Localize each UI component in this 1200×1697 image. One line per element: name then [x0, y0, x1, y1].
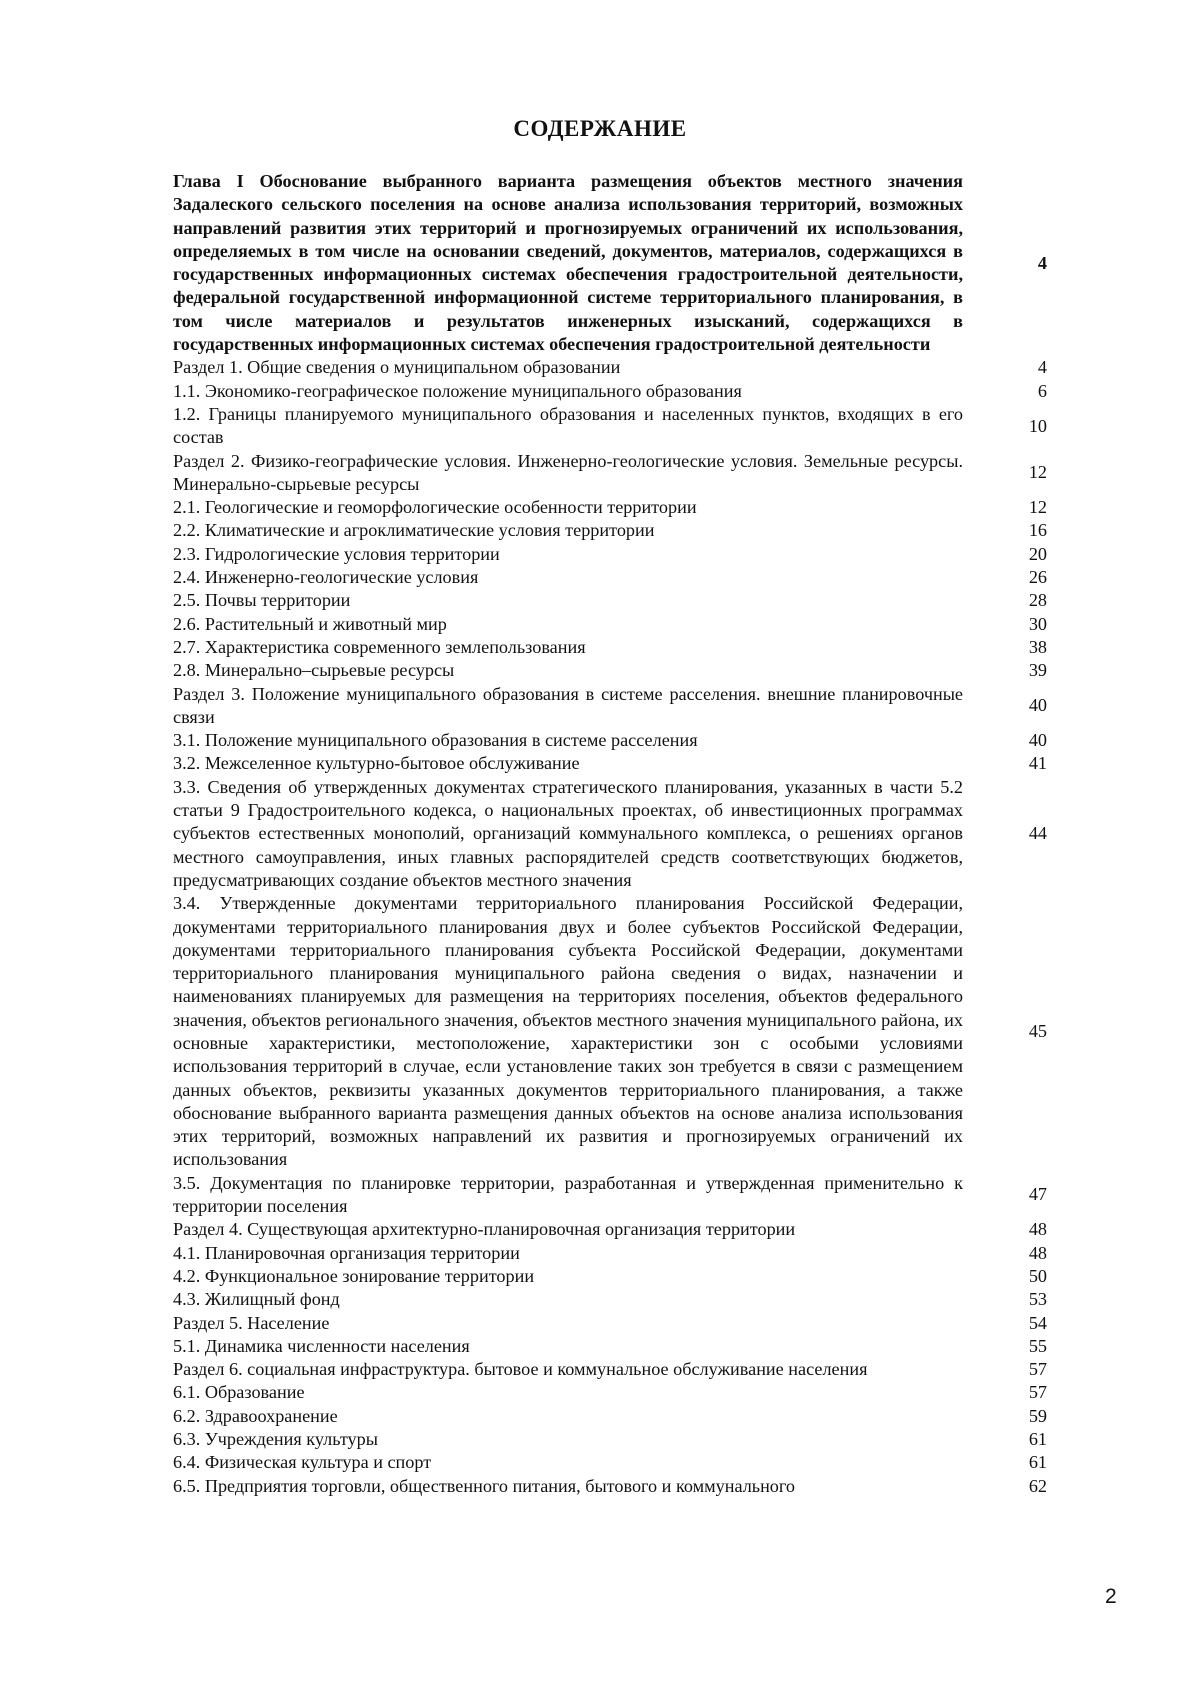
toc-entry-title: 2.3. Гидрологические условия территории: [173, 543, 500, 564]
toc-entry[interactable]: [173, 776, 1053, 892]
toc-entry-title: 2.7. Характеристика современного землепользования: [173, 636, 586, 657]
toc-entry[interactable]: [173, 1475, 1053, 1498]
toc-entry[interactable]: [173, 1172, 1053, 1219]
toc-entry[interactable]: [173, 1451, 1053, 1474]
toc-entry-title: 2.8. Минерально–сырьевые ресурсы: [173, 660, 455, 681]
toc-entry[interactable]: [173, 519, 1053, 542]
toc-entry-title: Раздел 1. Общие сведения о муниципальном образовании: [173, 357, 621, 378]
toc-entry-title: 6.3. Учреждения культуры: [173, 1429, 378, 1450]
table-of-contents: [173, 170, 1053, 1498]
toc-entry-title: 3.3. Сведения об утвержденных документах стратегического планирования, указанных в части 5.2 статьи 9 Градостроительного кодекса, о национальных проектах, об инвестиционных программах субъектов естественных монополий, организаций коммунального комплекса, о решениях органов местного самоуправления, иных главных распорядителей средств соответствующих бюджетов, предусматривающих создание объектов местного значения: [173, 776, 963, 890]
toc-entry-page: 62: [1028, 1475, 1047, 1496]
toc-entry-page: 30: [1028, 613, 1047, 634]
toc-entry-page: 39: [1028, 660, 1047, 681]
toc-entry[interactable]: [173, 636, 1053, 659]
toc-entry-title: 2.1. Геологические и геоморфологические особенности территории: [173, 497, 697, 518]
toc-entry[interactable]: [173, 356, 1053, 379]
toc-entry-page: 4: [1037, 357, 1047, 378]
toc-entry-title: 4.3. Жилищный фонд: [173, 1289, 340, 1310]
toc-entry-title: 3.4. Утвержденные документами территориального планирования Российской Федерации, документами территориального планирования двух и более субъектов Российской Федерации, документами территориального планирования субъекта Российской Федерации, документами территориального планирования муниципального района сведения о видах, назначении и наименованиях планируемых для размещения на территориях поселения, объектов федерального значения, объектов регионального значения, объектов местного значения муниципального района, их основные характеристики, местоположение, характеристики зон с особыми условиями использования территорий в случае, если установление таких зон требуется в связи с размещением данных объектов, реквизиты указанных документов территориального планирования, а также обоснование выбранного варианта размещения данных объектов на основе анализа использования этих территорий, возможных направлений их развития и прогнозируемых ограничений их использования: [173, 893, 963, 1170]
toc-entry-page: 26: [1028, 567, 1047, 588]
toc-entry-page: 54: [1028, 1312, 1047, 1333]
toc-entry-title: 4.1. Планировочная организация территории: [173, 1242, 520, 1263]
toc-entry-page: 57: [1028, 1359, 1047, 1380]
toc-entry-page: 20: [1028, 543, 1047, 564]
toc-entry-title: 3.2. Межселенное культурно-бытовое обслуживание: [173, 753, 580, 774]
toc-entry-page: 55: [1028, 1335, 1047, 1356]
toc-entry[interactable]: [173, 170, 1053, 356]
toc-entry[interactable]: [173, 1428, 1053, 1451]
toc-entry-title: Глава I Обоснование выбранного варианта размещения объектов местного значения Задалеского сельского поселения на основе анализа использования территорий, возможных направлений развития этих территорий и прогнозируемых ограничений их использования, определяемых в том числе на основании сведений, документов, материалов, содержащихся в государственных информационных системах обеспечения градостроительной деятельности, федеральной государственной информационной системе территориального планирования, в том числе материалов и результатов инженерных изысканий, содержащихся в государственных информационных системах обеспечения градостроительной деятельности: [173, 171, 963, 355]
toc-entry[interactable]: [173, 1288, 1053, 1311]
toc-entry-page: 61: [1028, 1452, 1047, 1473]
toc-entry[interactable]: [173, 729, 1053, 752]
toc-entry[interactable]: [173, 566, 1053, 589]
toc-entry[interactable]: [173, 1312, 1053, 1335]
toc-entry-title: Раздел 5. Население: [173, 1312, 330, 1333]
toc-entry-page: 45: [1028, 1021, 1047, 1042]
toc-entry-page: 4: [1037, 252, 1047, 273]
toc-entry-title: 6.2. Здравоохранение: [173, 1405, 338, 1426]
toc-entry[interactable]: [173, 752, 1053, 775]
toc-entry-page: 41: [1028, 753, 1047, 774]
toc-entry-page: 38: [1028, 636, 1047, 657]
toc-entry-page: 48: [1028, 1219, 1047, 1240]
toc-entry[interactable]: [173, 589, 1053, 612]
toc-entry-page: 40: [1028, 730, 1047, 751]
toc-entry-page: 53: [1028, 1289, 1047, 1310]
toc-entry-title: 2.4. Инженерно-геологические условия: [173, 567, 479, 588]
toc-entry-page: 40: [1028, 695, 1047, 716]
toc-entry-page: 59: [1028, 1405, 1047, 1426]
toc-entry-title: Раздел 6. социальная инфраструктура. бытовое и коммунальное обслуживание населения: [173, 1359, 868, 1380]
toc-entry[interactable]: [173, 613, 1053, 636]
toc-entry-page: 47: [1028, 1184, 1047, 1205]
toc-entry[interactable]: [173, 450, 1053, 497]
toc-entry-title: 2.2. Климатические и агроклиматические условия территории: [173, 520, 655, 541]
toc-entry-page: 10: [1028, 415, 1047, 436]
toc-entry[interactable]: [173, 380, 1053, 403]
toc-entry-page: 12: [1028, 497, 1047, 518]
toc-entry-title: Раздел 3. Положение муниципального образования в системе расселения. внешние планировочные связи: [173, 683, 963, 727]
page-number: 2: [1105, 1585, 1117, 1608]
toc-entry-page: 48: [1028, 1242, 1047, 1263]
toc-entry[interactable]: [173, 683, 1053, 730]
toc-entry-title: 2.5. Почвы территории: [173, 590, 351, 611]
toc-entry-title: Раздел 4. Существующая архитектурно-планировочная организация территории: [173, 1219, 796, 1240]
toc-entry[interactable]: [173, 1335, 1053, 1358]
toc-entry-page: 61: [1028, 1429, 1047, 1450]
toc-entry-title: 1.2. Границы планируемого муниципального образования и населенных пунктов, входящих в его состав: [173, 403, 963, 448]
toc-entry-title: 6.5. Предприятия торговли, общественного питания, бытового и коммунального: [173, 1475, 795, 1496]
toc-entry[interactable]: [173, 1405, 1053, 1428]
toc-entry[interactable]: [173, 892, 1053, 1172]
toc-entry-page: 12: [1028, 462, 1047, 483]
toc-entry-title: 3.5. Документация по планировке территории, разработанная и утвержденная применительно к территории поселения: [173, 1172, 963, 1217]
toc-entry-page: 50: [1028, 1265, 1047, 1286]
toc-entry-title: 6.4. Физическая культура и спорт: [173, 1452, 432, 1473]
toc-entry-page: 6: [1037, 380, 1047, 401]
toc-entry-title: 6.1. Образование: [173, 1382, 305, 1403]
toc-entry[interactable]: [173, 1265, 1053, 1288]
toc-entry-title: 5.1. Динамика численности населения: [173, 1335, 470, 1356]
toc-entry-title: Раздел 2. Физико-географические условия. Инженерно-геологические условия. Земельные ресурсы. Минерально-сырьевые ресурсы: [173, 450, 963, 494]
toc-entry-page: 57: [1028, 1382, 1047, 1403]
toc-entry-title: 2.6. Растительный и животный мир: [173, 613, 447, 634]
toc-entry-page: 16: [1028, 520, 1047, 541]
toc-entry-page: 28: [1028, 590, 1047, 611]
toc-entry[interactable]: [173, 496, 1053, 519]
toc-entry[interactable]: [173, 543, 1053, 566]
toc-entry[interactable]: [173, 1242, 1053, 1265]
toc-entry[interactable]: [173, 659, 1053, 682]
toc-entry[interactable]: [173, 1358, 1053, 1381]
toc-entry[interactable]: [173, 1381, 1053, 1404]
toc-entry[interactable]: [173, 403, 1053, 450]
toc-entry-page: 44: [1028, 823, 1047, 844]
toc-entry[interactable]: [173, 1218, 1053, 1241]
toc-entry-title: 3.1. Положение муниципального образования в системе расселения: [173, 730, 698, 751]
page-title: СОДЕРЖАНИЕ: [513, 116, 687, 141]
toc-entry-title: 1.1. Экономико-географическое положение муниципального образования: [173, 380, 742, 401]
toc-entry-title: 4.2. Функциональное зонирование территории: [173, 1265, 535, 1286]
